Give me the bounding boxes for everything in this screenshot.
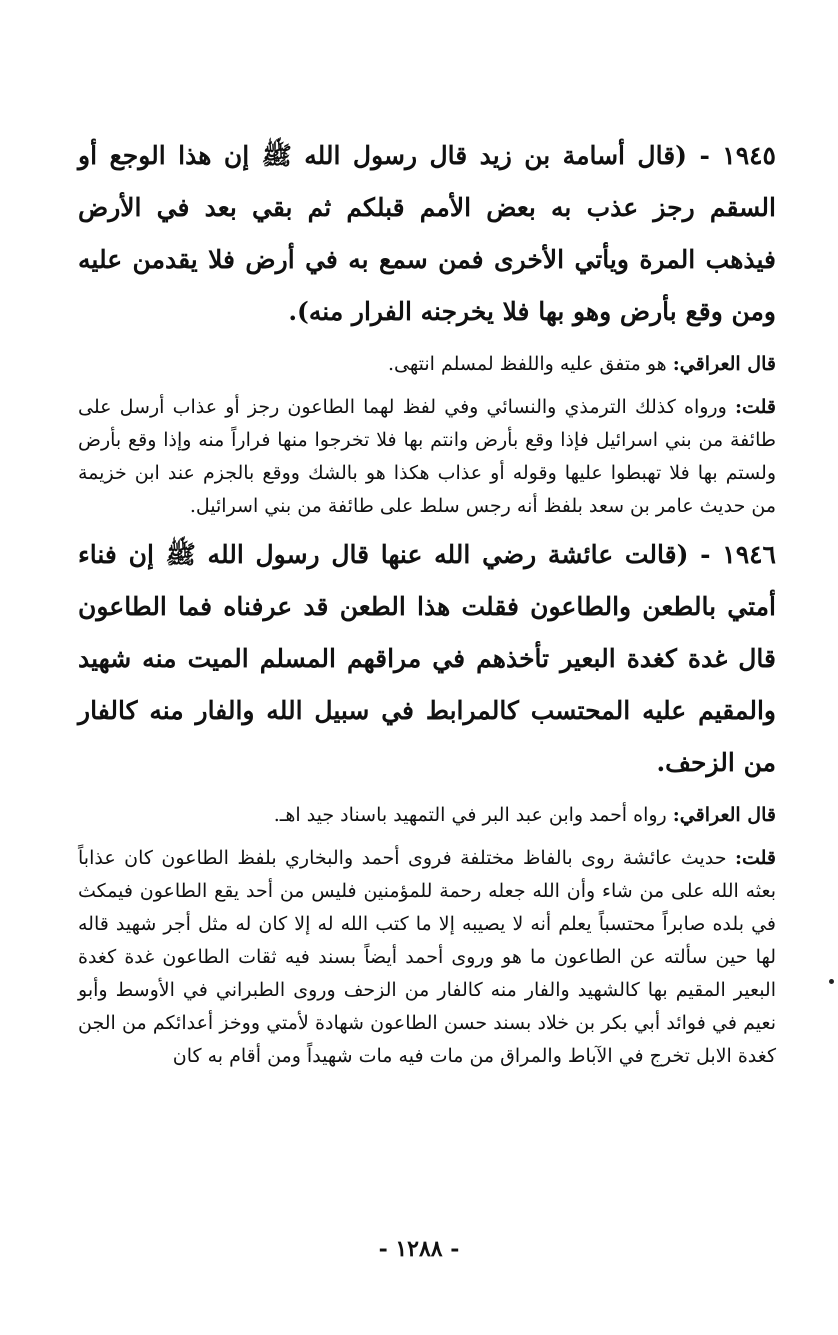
page-number: - ١٢٨٨ - — [378, 1236, 460, 1262]
margin-mark — [829, 979, 834, 984]
hadith-1946 — [78, 529, 776, 789]
commentary-speaker: قلت: — [734, 396, 776, 418]
commentary-qultu-1 — [78, 391, 776, 523]
hadith-number: ١٩٤٥ - — [699, 141, 776, 170]
commentary-text: رواه أحمد وابن عبد البر في التمهيد باسناد جيد اهـ. — [273, 804, 667, 826]
commentary-speaker: قال العراقي: — [672, 804, 776, 826]
hadith-text: (قال أسامة بن زيد قال رسول الله ﷺ إن هذا الوجع أو السقم رجز عذب به بعض الأمم قبلكم ثم بقي بعد في الأرض فيذهب المرة ويأتي الأخرى فمن سمع به في أرض فلا يقدمن عليه ومن وقع بأرض وهو بها فلا يخرجنه الفرار منه). — [78, 141, 776, 326]
commentary-text: هو متفق عليه واللفظ لمسلم انتهى. — [387, 353, 667, 375]
hadith-text: (قالت عائشة رضي الله عنها قال رسول الله ﷺ إن فناء أمتي بالطعن والطاعون فقلت هذا الطعن قد عرفناه فما الطاعون قال غدة كغدة البعير تأخذهم في مراقهم المسلم الميت منه شهيد والمقيم عليه المحتسب كالمرابط في سبيل الله والفار منه كالفار من الزحف. — [78, 540, 776, 777]
commentary-speaker: قلت: — [734, 847, 776, 869]
commentary-qultu-2 — [78, 842, 776, 1073]
commentary-iraqi-2 — [78, 799, 776, 832]
hadith-number: ١٩٤٦ - — [700, 540, 776, 569]
commentary-speaker: قال العراقي: — [672, 353, 776, 375]
commentary-iraqi-1 — [78, 348, 776, 381]
commentary-text: ورواه كذلك الترمذي والنسائي وفي لفظ لهما الطاعون رجز أو عذاب أرسل على طائفة من بني اسرائيل فإذا وقع بأرض وانتم بها فلا تخرجوا منها فراراً منه وإذا وقع بأرض ولستم بها فلا تهبطوا عليها وقوله أو عذاب هكذا هو بالشك ووقع بالجزم عند ابن خزيمة من حديث عامر بن سعد بلفظ أنه رجس سلط على طائفة من بني اسرائيل. — [78, 396, 776, 517]
hadith-1945 — [78, 130, 776, 338]
commentary-text: حديث عائشة روى بالفاظ مختلفة فروى أحمد والبخاري بلفظ الطاعون كان عذاباً بعثه الله على من شاء وأن الله جعله رحمة للمؤمنين فليس من أحد يقع الطاعون فيمكث في بلده صابراً محتسباً يعلم أنه لا يصيبه إلا ما كتب الله له إلا كان له مثل أجر شهيد قاله لها حين سألته عن الطاعون ما هو وروى أحمد أيضاً بسند فيه ثقات الطاعون غدة كغدة البعير المقيم بها كالشهيد والفار منه كالفار من الزحف وروى الطبراني في الأوسط وأبو نعيم في فوائد أبي بكر بن خلاد بسند حسن الطاعون شهادة لأمتي ووخز أعدائكم من الجن كغدة الابل تخرج في الآباط والمراق من مات فيه مات شهيداً ومن أقام به كان — [78, 847, 776, 1067]
